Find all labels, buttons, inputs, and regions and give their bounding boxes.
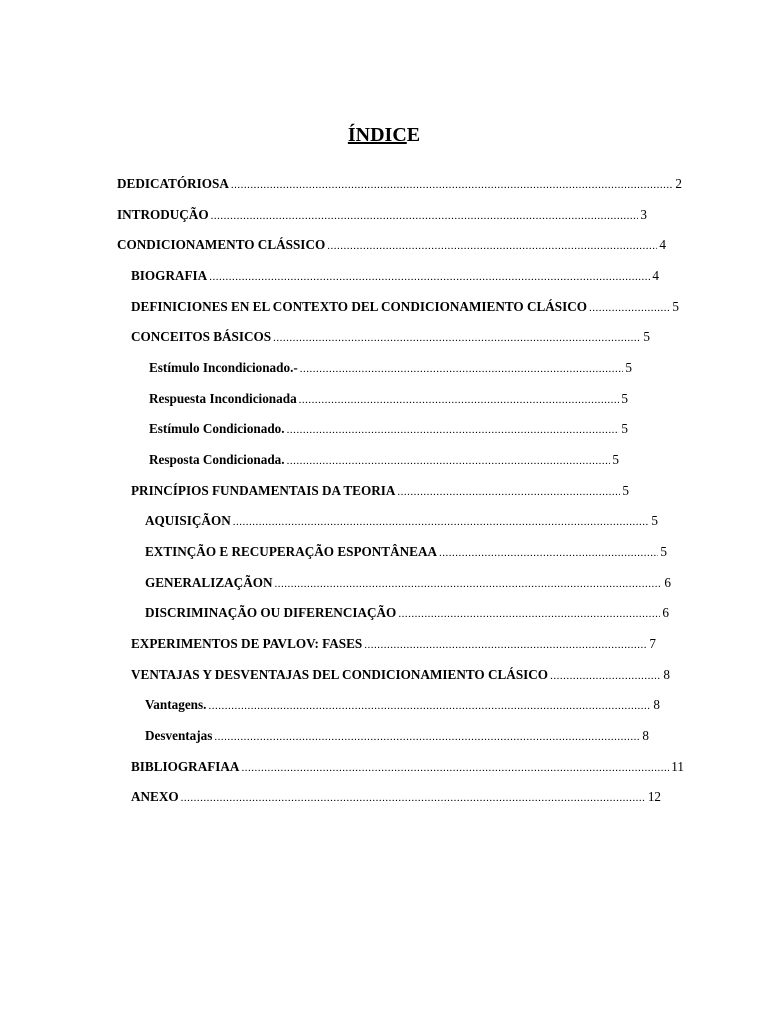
toc-entry-title: BIBLIOGRAFIAA [131, 759, 240, 774]
toc-entry-resposta-condicionada[interactable] [145, 452, 619, 472]
toc-dot-leader [181, 792, 646, 804]
toc-dot-leader [300, 363, 624, 375]
toc-entry-vantagens[interactable] [145, 697, 660, 717]
toc-entry-title: DEFINICIONES EN EL CONTEXTO DEL CONDICIONAMIENTO CLÁSICO [131, 299, 588, 314]
toc-dot-leader [327, 240, 657, 252]
toc-dot-leader [241, 762, 669, 774]
toc-entry-estimulo-condicionado[interactable] [145, 421, 628, 441]
toc-entry-desventajas[interactable] [145, 728, 649, 748]
toc-page-number: 5 [660, 544, 667, 559]
toc-dot-leader [273, 332, 641, 344]
toc-entry-title: EXPERIMENTOS DE PAVLOV: FASES [131, 636, 363, 651]
toc-entry-title: Estímulo Condicionado. [149, 421, 285, 436]
toc-entry-title: PRINCÍPIOS FUNDAMENTAIS DA TEORIA [131, 483, 396, 498]
toc-entry-definiciones[interactable] [131, 299, 679, 319]
toc-entry-extincao[interactable] [145, 544, 667, 564]
toc-dot-leader [214, 731, 640, 743]
toc-dot-leader [233, 516, 650, 528]
toc-page-number: 12 [647, 789, 661, 804]
toc-dot-leader [287, 455, 611, 467]
toc-page-number: 11 [671, 759, 684, 774]
toc-entry-title: Resposta Condicionada. [149, 452, 285, 467]
toc-entry-title: DEDICATÓRIOSA [117, 176, 229, 191]
toc-entry-introducao[interactable] [117, 207, 647, 227]
toc-dot-leader [275, 578, 663, 590]
toc-dot-leader [550, 670, 661, 682]
toc-dot-leader [439, 547, 658, 559]
toc-entry-respuesta-incondicionada[interactable] [145, 391, 628, 411]
toc-entry-title: AQUISIÇÃON [145, 513, 231, 528]
toc-entry-title: BIOGRAFIA [131, 268, 208, 283]
toc-page-number: 8 [642, 728, 649, 743]
toc-page-number: 5 [643, 329, 650, 344]
toc-page-number: 5 [621, 391, 628, 406]
toc-entry-title: CONCEITOS BÁSICOS [131, 329, 272, 344]
toc-entry-biografia[interactable] [131, 268, 659, 288]
toc-entry-aquisicao[interactable] [145, 513, 658, 533]
toc-entry-ventajas-desventajas[interactable] [131, 667, 670, 687]
toc-page-number: 5 [621, 421, 628, 436]
toc-entry-dedicatoriosa[interactable] [117, 176, 682, 196]
toc-dot-leader [208, 700, 651, 712]
page-title-underlined: ÍNDIC [347, 124, 407, 146]
toc-page-number: 5 [651, 513, 658, 528]
toc-page-number: 5 [625, 360, 632, 375]
toc-entry-title: VENTAJAS Y DESVENTAJAS DEL CONDICIONAMIENTO CLÁSICO [131, 667, 549, 682]
toc-entry-condicionamento-classico[interactable] [117, 237, 666, 257]
toc-page-number: 8 [663, 667, 670, 682]
toc-entry-title: GENERALIZAÇÃON [145, 575, 273, 590]
toc-dot-leader [299, 394, 620, 406]
toc-entry-title: Vantagens. [145, 697, 207, 712]
toc-entry-title: CONDICIONAMENTO CLÁSSICO [117, 237, 326, 252]
toc-dot-leader [231, 179, 674, 191]
toc-entry-title: Estímulo Incondicionado.- [149, 360, 298, 375]
toc-page-number: 5 [672, 299, 679, 314]
toc-entry-title: Respuesta Incondicionada [149, 391, 297, 406]
toc-page-number: 6 [662, 605, 669, 620]
page-title [0, 124, 768, 147]
toc-entry-generalizacao[interactable] [145, 575, 671, 595]
toc-entry-title: INTRODUÇÃO [117, 207, 209, 222]
page-title-end: E [406, 124, 421, 146]
toc-entry-title: EXTINÇÃO E RECUPERAÇÃO ESPONTÂNEAA [145, 544, 437, 559]
toc-entry-discriminacao[interactable] [145, 605, 669, 625]
toc-entry-estimulo-incondicionado[interactable] [145, 360, 632, 380]
toc-page-number: 8 [653, 697, 660, 712]
toc-entry-principios-fundamentais[interactable] [131, 483, 629, 503]
toc-dot-leader [209, 271, 650, 283]
toc-entry-anexo[interactable] [131, 789, 661, 809]
toc-dot-leader [589, 302, 670, 314]
toc-page-number: 4 [652, 268, 659, 283]
toc-entry-title: ANEXO [131, 789, 179, 804]
toc-dot-leader [397, 486, 620, 498]
toc-dot-leader [287, 424, 620, 436]
toc-page-number: 5 [622, 483, 629, 498]
toc-entry-experimentos-pavlov[interactable] [131, 636, 656, 656]
toc-entry-title: DISCRIMINAÇÃO OU DIFERENCIAÇÃO [145, 605, 397, 620]
toc-page-number: 4 [659, 237, 666, 252]
toc-dot-leader [364, 639, 647, 651]
toc-entry-conceitos-basicos[interactable] [131, 329, 650, 349]
toc-page-number: 7 [649, 636, 656, 651]
toc-dot-leader [398, 608, 660, 620]
toc-dot-leader [211, 210, 639, 222]
toc-page-number: 6 [664, 575, 671, 590]
toc-page-number: 5 [612, 452, 619, 467]
toc-page-number: 2 [675, 176, 682, 191]
toc-entry-title: Desventajas [145, 728, 213, 743]
toc-page-number: 3 [640, 207, 647, 222]
toc-entry-bibliografia[interactable] [131, 759, 684, 779]
